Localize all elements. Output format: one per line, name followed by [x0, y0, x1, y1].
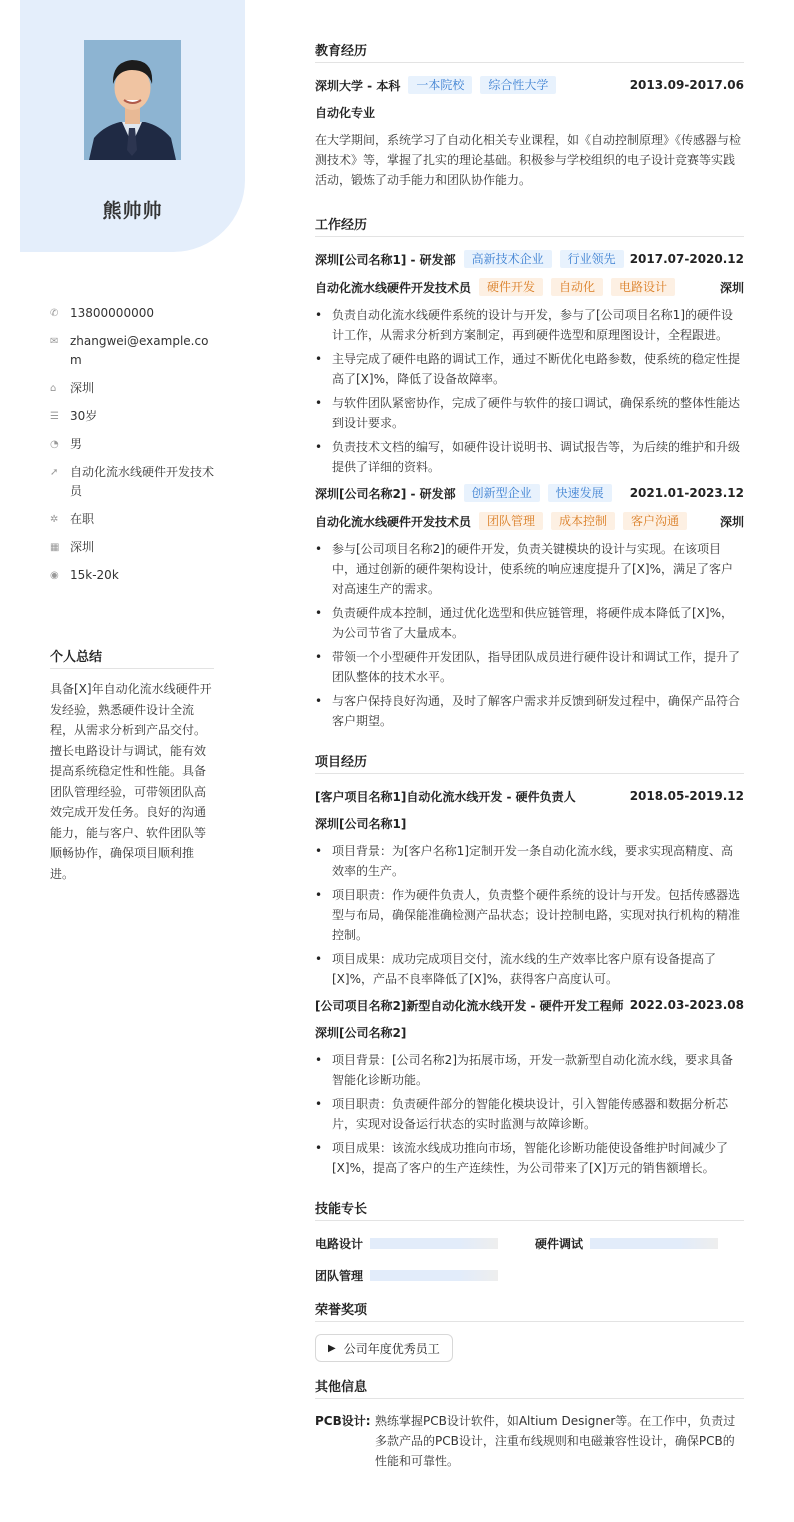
list-item: • 主导完成了硬件电路的调试工作，通过不断优化电路参数，使系统的稳定性提高了[X]%，降低了设备故障率。 — [315, 349, 744, 389]
project-bullets — [315, 1050, 744, 1178]
skill-item — [315, 1233, 535, 1253]
work-title: 工作经历 — [315, 214, 744, 237]
projects-title: 项目经历 — [315, 751, 744, 774]
school-name: 深圳大学 - 本科 — [315, 78, 401, 93]
project-period: 2022.03-2023.08 — [629, 998, 744, 1012]
contact-city: ▦ 深圳 — [50, 538, 220, 557]
list-item: • 负责自动化流水线硬件系统的设计与开发，参与了[公司项目名称1]的硬件设计工作，从需求分析到方案制定，再到硬件选型和原理图设计，全程跟进。 — [315, 305, 744, 345]
other-title: 其他信息 — [315, 1376, 744, 1399]
list-item: • 与软件团队紧密协作，完成了硬件与软件的接口调试，确保系统的整体性能达到设计要求。 — [315, 393, 744, 433]
contact-list — [50, 304, 220, 594]
skill-name: 团队管理 — [315, 1268, 364, 1283]
contact-phone: ✆ 13800000000 — [50, 304, 220, 323]
other-value: 熟练掌握PCB设计软件，如Altium Designer等。在工作中，负责过多款产品的PCB设计，注重布线规则和电磁兼容性设计，确保PCB的性能和可靠性。 — [375, 1414, 736, 1468]
summary-title: 个人总结 — [50, 646, 214, 669]
other-label: PCB设计: — [315, 1414, 371, 1428]
position-icon: ➚ — [50, 467, 59, 478]
summary-text: 具备[X]年自动化流水线硬件开发经验，熟悉硬件设计全流程，从需求分析到产品交付。擅长电路设计与调试，能有效提高系统稳定性和性能。具备团队管理经验，可带领团队高效完成开发任务。良好的沟通能力，能与客户、软件团队等顺畅协作，确保项目顺利推进。 — [50, 682, 212, 881]
project-period: 2018.05-2019.12 — [629, 789, 744, 803]
home-icon: ⌂ — [50, 383, 57, 394]
company-tag: 快速发展 — [548, 484, 612, 502]
contact-status: ✲ 在职 — [50, 510, 220, 529]
list-item: • 带领一个小型硬件开发团队，指导团队成员进行硬件设计和调试工作，提升了团队整体的技术水平。 — [315, 647, 744, 687]
education-row — [315, 75, 744, 95]
job-city: 深圳 — [719, 514, 744, 529]
profile-name: 熊帅帅 — [102, 200, 163, 222]
role-tag: 团队管理 — [479, 512, 543, 530]
profile-header — [20, 0, 245, 252]
school-tag: 一本院校 — [408, 76, 472, 94]
job-period: 2017.07-2020.12 — [629, 252, 744, 266]
role-tag: 客户沟通 — [623, 512, 687, 530]
school-tag: 综合性大学 — [480, 76, 556, 94]
role-tag: 硬件开发 — [479, 278, 543, 296]
skills-title: 技能专长 — [315, 1198, 744, 1221]
job-role: 自动化流水线硬件开发技术员 — [315, 514, 472, 529]
list-item: • 参与[公司项目名称2]的硬件开发，负责关键模块的设计与实现。在该项目中，通过创新的硬件架构设计，使系统的响应速度提升了[X]%，满足了客户对高速生产的需求。 — [315, 539, 744, 599]
list-item: • 项目成果：该流水线成功推向市场，智能化诊断功能使设备维护时间减少了[X]%，提高了客户的生产连续性，为公司带来了[X]万元的销售额增长。 — [315, 1138, 744, 1178]
honors-title: 荣誉奖项 — [315, 1299, 744, 1322]
skill-item — [315, 1265, 535, 1285]
job-bullets — [315, 539, 744, 731]
list-item: • 与客户保持良好沟通，及时了解客户需求并反馈到研发过程中，确保产品符合客户期望。 — [315, 691, 744, 731]
play-icon: ▶ — [328, 1342, 336, 1354]
job-bullets — [315, 305, 744, 477]
role-tag: 成本控制 — [551, 512, 615, 530]
salary-icon: ◉ — [50, 570, 59, 581]
education-major: 自动化专业 — [315, 106, 376, 120]
company-tag: 高新技术企业 — [464, 250, 552, 268]
company-tag: 行业领先 — [560, 250, 624, 268]
job-company: 深圳[公司名称1] - 研发部 — [315, 252, 456, 267]
job-role: 自动化流水线硬件开发技术员 — [315, 280, 472, 295]
job-company: 深圳[公司名称2] - 研发部 — [315, 486, 456, 501]
project-name: [客户项目名称1]自动化流水线开发 - 硬件负责人 — [315, 789, 576, 804]
city-icon: ▦ — [50, 542, 60, 553]
other-info — [315, 1411, 744, 1471]
skill-bar — [370, 1238, 498, 1249]
phone-icon: ✆ — [50, 308, 59, 319]
main-content — [315, 40, 744, 1471]
skill-item — [535, 1233, 744, 1253]
company-tag: 创新型企业 — [464, 484, 540, 502]
list-item: • 项目成果：成功完成项目交付，流水线的生产效率比客户原有设备提高了[X]%，产品不良率降低了[X]%，获得客户高度认可。 — [315, 949, 744, 989]
project-entry — [315, 995, 744, 1178]
project-name: [公司项目名称2]新型自动化流水线开发 - 硬件开发工程师 — [315, 998, 624, 1013]
job-entry — [315, 483, 744, 731]
age-icon: ☰ — [50, 411, 59, 422]
list-item: • 项目背景：为[客户名称1]定制开发一条自动化流水线，要求实现高精度、高效率的生产。 — [315, 841, 744, 881]
sidebar — [20, 0, 245, 1522]
list-item: • 项目职责：负责硬件部分的智能化模块设计，引入智能传感器和数据分析芯片，实现对设备运行状态的实时监测与故障诊断。 — [315, 1094, 744, 1134]
job-period: 2021.01-2023.12 — [629, 486, 744, 500]
list-item: • 项目职责：作为硬件负责人，负责整个硬件系统的设计与开发。包括传感器选型与布局，确保能准确检测产品状态；设计控制电路，实现对执行机构的精准控制。 — [315, 885, 744, 945]
contact-salary: ◉ 15k-20k — [50, 566, 220, 585]
contact-gender: ◔ 男 — [50, 435, 220, 454]
education-title: 教育经历 — [315, 40, 744, 63]
job-city: 深圳 — [719, 280, 744, 295]
list-item: • 项目背景：[公司名称2]为拓展市场，开发一款新型自动化流水线，要求具备智能化诊断功能。 — [315, 1050, 744, 1090]
contact-email[interactable]: ✉ zhangwei@example.com — [50, 334, 209, 367]
project-bullets — [315, 841, 744, 989]
mail-icon: ✉ — [50, 336, 59, 347]
project-org: 深圳[公司名称2] — [315, 1026, 407, 1040]
contact-home: ⌂ 深圳 — [50, 379, 220, 398]
education-period: 2013.09-2017.06 — [629, 78, 744, 92]
role-tag: 电路设计 — [611, 278, 675, 296]
skill-bar — [370, 1270, 498, 1281]
skill-name: 硬件调试 — [535, 1236, 584, 1251]
summary-section — [50, 646, 214, 884]
skill-name: 电路设计 — [315, 1236, 364, 1251]
skill-bar — [590, 1238, 718, 1249]
list-item: • 负责硬件成本控制，通过优化选型和供应链管理，将硬件成本降低了[X]%，为公司节省了大量成本。 — [315, 603, 744, 643]
role-tag: 自动化 — [551, 278, 603, 296]
contact-position: ➚ 自动化流水线硬件开发技术员 — [50, 465, 215, 498]
project-entry — [315, 786, 744, 989]
education-desc: 在大学期间，系统学习了自动化相关专业课程，如《自动控制原理》《传感器与检测技术》等，掌握了扎实的理论基础。积极参与学校组织的电子设计竞赛等实践活动，锻炼了动手能力和团队协作能力。 — [315, 133, 742, 187]
honor-label: 公司年度优秀员工 — [343, 1341, 440, 1356]
skills-grid — [315, 1233, 744, 1285]
avatar — [84, 40, 181, 160]
job-entry — [315, 249, 744, 477]
contact-age: ☰ 30岁 — [50, 407, 220, 426]
project-org: 深圳[公司名称1] — [315, 817, 407, 831]
list-item: • 负责技术文档的编写，如硬件设计说明书、调试报告等，为后续的维护和升级提供了详细的资料。 — [315, 437, 744, 477]
honor-toggle[interactable] — [315, 1334, 453, 1362]
status-icon: ✲ — [50, 514, 59, 525]
gender-icon: ◔ — [50, 439, 59, 450]
